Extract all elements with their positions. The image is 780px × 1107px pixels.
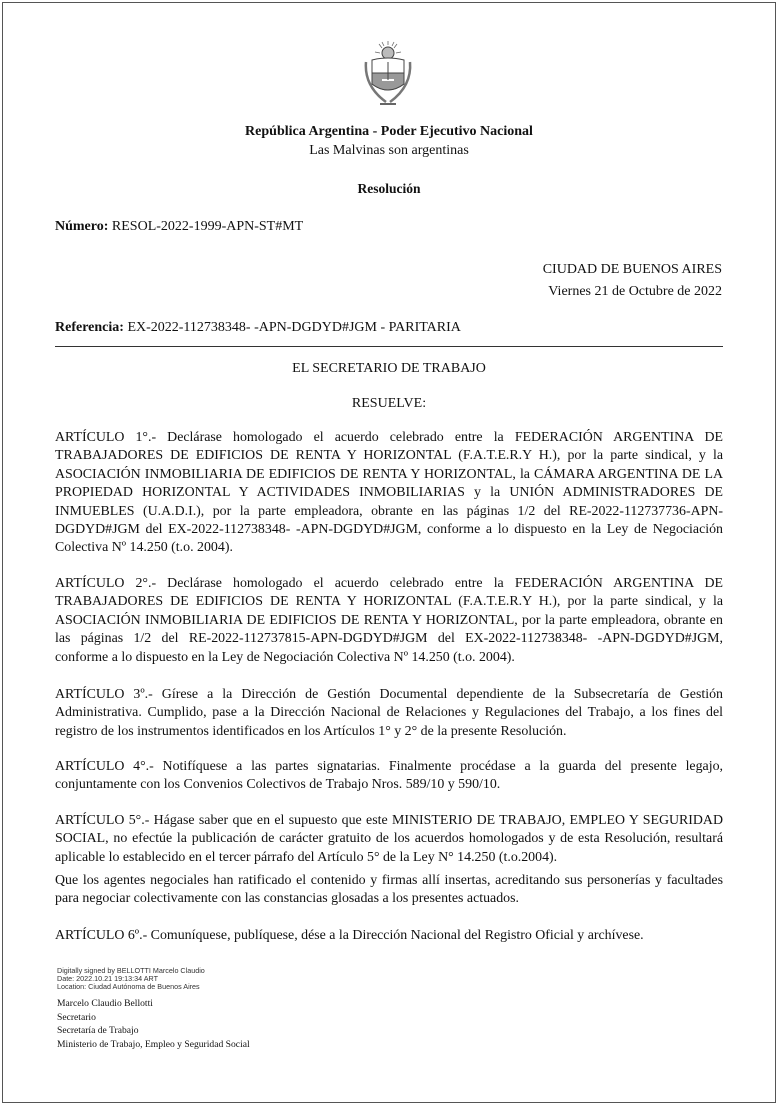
resuelve-heading: RESUELVE: [351, 396, 427, 411]
city: CIUDAD DE BUENOS AIRES [542, 262, 722, 277]
article-3: ARTÍCULO 3º.- Gírese a la Dirección de Gestión Documental dependiente de la Subsecretaría de Gestión Administrativa. Cumplido, pase a la Dirección Nacional de Relaciones y Regulaciones del Trabajo, a los fines del registro de los instrumentos identificados en los Artículos 1° y 2° de la presente Resolución. [55, 687, 723, 739]
country-title: República Argentina - Poder Ejecutivo Nacional [245, 124, 533, 139]
signer-ministry: Ministerio de Trabajo, Empleo y Seguridad Social [57, 1038, 250, 1050]
document-type: Resolución [357, 181, 421, 196]
number-value: RESOL-2022-1999-APN-ST#MT [111, 219, 304, 234]
article-5: ARTÍCULO 5°.- Hágase saber que en el supuesto que este MINISTERIO DE TRABAJO, EMPLEO Y SEGURIDAD SOCIAL, no efectúe la publicación de carácter gratuito de los acuerdos homologados y de esta Resolución, resultará aplicable lo establecido en el tercer párrafo del Artículo 5° de la Ley N° 14.250 (t.o.2004). [55, 813, 723, 865]
signature-signer-line: Digitally signed by BELLOTTI Marcelo Claudio [57, 966, 205, 975]
signature-date-line: Date: 2022.10.21 19:13:34 ART [57, 974, 158, 983]
date: Viernes 21 de Octubre de 2022 [548, 284, 722, 299]
article-4: ARTÍCULO 4°.- Notifíquese a las partes signatarias. Finalmente procédase a la guarda del presente legajo, conjuntamente con los Convenios Colectivos de Trabajo Nros. 589/10 y 590/10. [55, 759, 723, 793]
signer-block [57, 997, 250, 1051]
signature-location-line: Location: Ciudad Autónoma de Buenos Aires [57, 982, 200, 991]
article-6: ARTÍCULO 6º.- Comuníquese, publíquese, dése a la Dirección Nacional del Registro Oficial y archívese. [55, 928, 644, 943]
motto: Las Malvinas son argentinas [309, 143, 469, 158]
signer-office: Secretaría de Trabajo [57, 1025, 139, 1036]
agents-paragraph: Que los agentes negociales han ratificado el contenido y firmas allí insertas, acreditando sus personerías y facultades para negociar colectivamente con las constancias glosadas a los presentes actuados. [55, 873, 723, 907]
reference-value: EX-2022-112738348- -APN-DGDYD#JGM - PARITARIA [127, 320, 461, 335]
number-label: Número: [55, 219, 109, 234]
document-number [55, 219, 303, 235]
digital-signature-stamp [57, 967, 205, 991]
authority: EL SECRETARIO DE TRABAJO [292, 361, 486, 376]
article-1: ARTÍCULO 1°.- Declárase homologado el acuerdo celebrado entre la FEDERACIÓN ARGENTINA DE TRABAJADORES DE EDIFICIOS DE RENTA Y HORIZONTAL (F.A.T.E.R.Y H.), por la parte sindical, y la ASOCIACIÓN INMOBILIARIA DE EDIFICIOS DE RENTA Y HORIZONTAL, la CÁMARA ARGENTINA DE LA PROPIEDAD HORIZONTAL Y ACTIVIDADES INMOBILIARIAS y la UNIÓN ADMINISTRADORES DE INMUEBLES (U.A.D.I.), por la parte empleadora, obrante en las páginas 1/2 del RE-2022-112737736-APN-DGDYD#JGM del EX-2022-112738348- -APN-DGDYD#JGM, conforme a lo dispuesto en la Ley de Negociación Colectiva Nº 14.250 (t.o. 2004). [55, 430, 723, 556]
coat-of-arms-icon [362, 40, 414, 114]
divider [55, 346, 723, 347]
signer-name: Marcelo Claudio Bellotti [57, 998, 153, 1009]
article-2: ARTÍCULO 2°.- Declárase homologado el acuerdo celebrado entre la FEDERACIÓN ARGENTINA DE TRABAJADORES DE EDIFICIOS DE RENTA Y HORIZONTAL (F.A.T.E.R.Y H.), por la parte sindical, y la ASOCIACIÓN INMOBILIARIA DE EDIFICIOS DE RENTA Y HORIZONTAL, por la parte empleadora, obrante en las páginas 1/2 del RE-2022-112737815-APN-DGDYD#JGM del EX-2022-112738348- -APN-DGDYD#JGM, conforme a lo dispuesto en la Ley de Negociación Colectiva Nº 14.250 (t.o. 2004). [55, 576, 723, 665]
signer-role: Secretario [57, 1011, 96, 1023]
reference [55, 320, 461, 336]
place-date [543, 259, 722, 303]
reference-label: Referencia: [55, 320, 124, 335]
